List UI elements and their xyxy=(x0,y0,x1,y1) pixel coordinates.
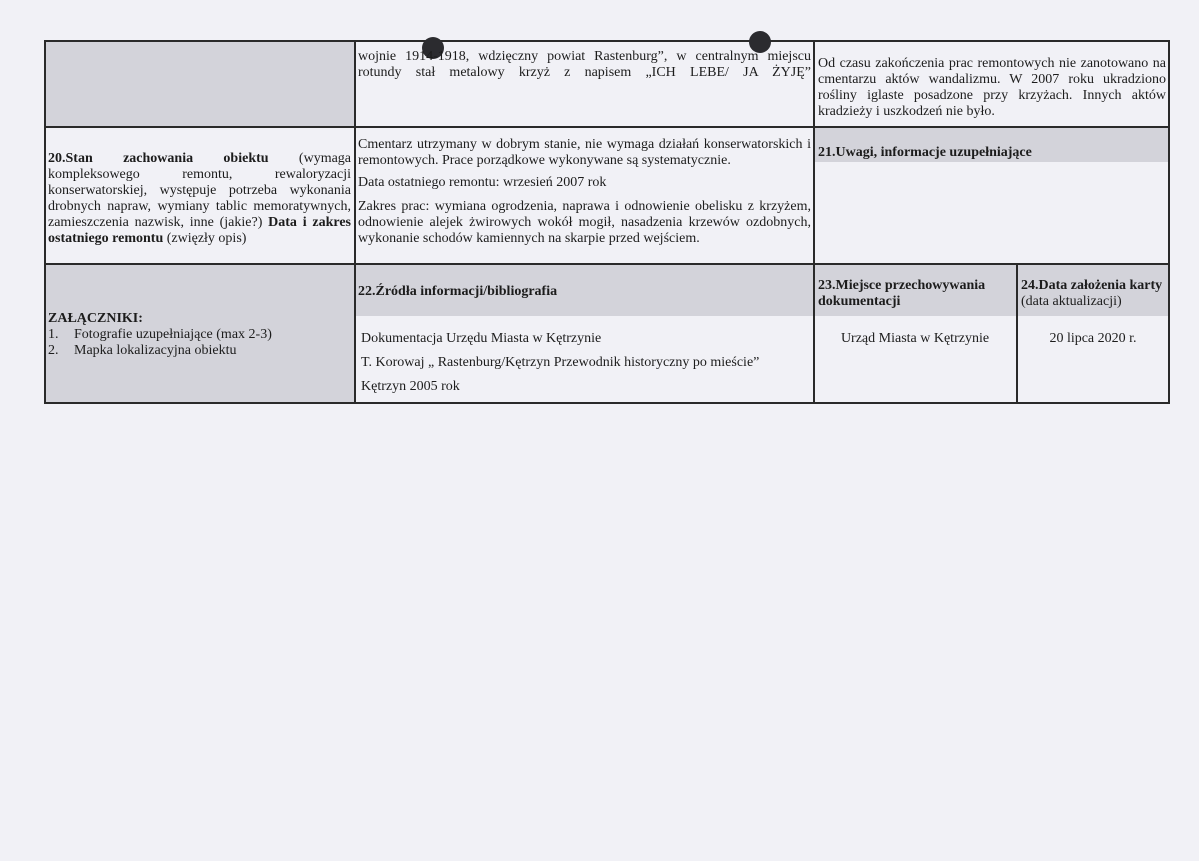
section-20-description: (wymaga kompleksowego remontu, rewaloryzacji konserwatorskiej, występuje potrzeba wykonania drobnych napraw, wymiany tablic memoratywnych, zamieszczenia nazwisk, inne (jakie?) xyxy=(48,151,352,230)
storage-location: Urząd Miasta w Kętrzynie xyxy=(840,331,990,346)
section-22-title: 22.Źródła informacji/bibliografia xyxy=(358,284,558,299)
storage-value xyxy=(816,331,1014,347)
row1-right-content: Od czasu zakończenia prac remontowych nie zanotowano na cmentarzu aktów wandalizmu. W 2007 roku ukradziono rośliny iglaste posadzone przy krzyżach. Innych aktów kradzieży i uszkodzeń nie było. xyxy=(818,56,1166,119)
section-22-heading xyxy=(358,284,808,300)
attachment-number: 1. xyxy=(48,327,59,342)
card-date: 20 lipca 2020 r. xyxy=(1049,331,1137,346)
source-item: Kętrzyn 2005 rok xyxy=(361,379,460,394)
sources-list xyxy=(361,331,811,395)
attachment-text: Mapka lokalizacyjna obiektu xyxy=(74,343,237,358)
section-20-repair-heading: Data i zakres ostatniego remontu xyxy=(48,215,351,246)
section-24-subtitle: (data aktualizacji) xyxy=(1021,294,1122,309)
rule-row1-bottom xyxy=(44,126,1170,128)
rule-right xyxy=(1168,40,1170,404)
rule-row2-bottom xyxy=(44,263,1170,265)
repair-scope: Zakres prac: wymiana ogrodzenia, naprawa i odnowienie obelisku z krzyżem, odnowienie alejek żwirowych wokół mogił, nasadzenia krzewów ozdobnych, wykonanie schodów kamiennych na skarpie przed wejściem. xyxy=(358,199,811,246)
card-date-value xyxy=(1018,331,1168,347)
attachment-number: 2. xyxy=(48,343,59,358)
attachments-heading: ZAŁĄCZNIKI: xyxy=(48,311,143,326)
rule-col2 xyxy=(813,40,815,404)
section-20-content xyxy=(358,137,811,247)
last-repair-date: Data ostatniego remontu: wrzesień 2007 rok xyxy=(358,175,607,190)
source-item: Dokumentacja Urzędu Miasta w Kętrzynie xyxy=(361,331,602,346)
shade-row1-left xyxy=(46,42,354,126)
attachment-item xyxy=(48,343,351,359)
attachments-list xyxy=(48,327,351,359)
condition-text: Cmentarz utrzymany w dobrym stanie, nie wymaga działań konserwatorskich i remontowych. Prace porządkowe wykonywane są systematycznie. xyxy=(358,137,811,168)
row1-middle-content: wojnie 1914-1918, wdzięczny powiat Rastenburg”, w centralnym miejscu rotundy stał metalowy krzyż z napisem „ICH LEBE/ JA ŻYJĘ” xyxy=(358,49,811,80)
attachment-text: Fotografie uzupełniające (max 2-3) xyxy=(74,327,272,342)
section-21-heading xyxy=(818,145,1164,161)
section-23-heading xyxy=(818,278,1014,310)
rule-col1 xyxy=(354,40,356,404)
attachments-block xyxy=(48,311,351,359)
section-20-heading: 20.Stan zachowania obiektu xyxy=(48,151,269,166)
attachment-item xyxy=(48,327,351,343)
rule-bottom xyxy=(44,402,1170,404)
row1-middle-text xyxy=(358,49,811,81)
row1-right-text xyxy=(818,56,1166,120)
rule-top xyxy=(44,40,1170,42)
section-21-title: 21.Uwagi, informacje uzupełniające xyxy=(818,145,1032,160)
section-20-label xyxy=(48,151,351,247)
rule-left xyxy=(44,40,46,404)
section-20-repair-hint: (zwięzły opis) xyxy=(166,231,247,246)
source-item: T. Korowaj „ Rastenburg/Kętrzyn Przewodnik historyczny po mieście” xyxy=(361,355,760,370)
section-24-heading xyxy=(1021,278,1167,310)
section-24-title: 24.Data założenia karty xyxy=(1021,278,1163,293)
section-23-title: 23.Miejsce przechowywania dokumentacji xyxy=(818,278,986,309)
